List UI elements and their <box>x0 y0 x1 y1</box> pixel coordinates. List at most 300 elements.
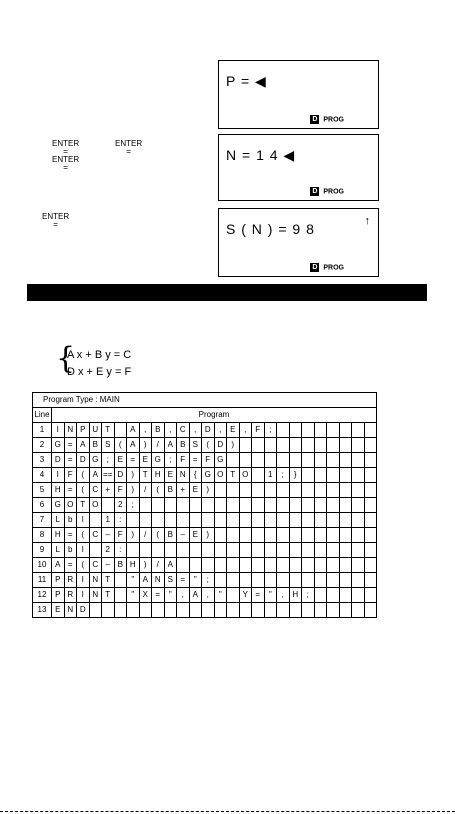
program-cell: N <box>177 468 190 483</box>
program-cell: O <box>214 468 227 483</box>
program-cell: I <box>52 423 65 438</box>
program-cell: F <box>202 453 215 468</box>
table-row <box>33 468 377 483</box>
program-cell: P <box>77 423 90 438</box>
program-cell <box>302 498 315 513</box>
program-cell <box>239 483 252 498</box>
lcd-text: S ( N ) = 9 8 <box>226 221 315 237</box>
program-cell <box>239 543 252 558</box>
program-cell <box>252 453 265 468</box>
enter-key-1 <box>52 140 79 155</box>
program-cell <box>352 573 365 588</box>
program-cell <box>202 603 215 618</box>
program-cell <box>352 453 365 468</box>
program-cell <box>89 513 102 528</box>
line-number: 5 <box>33 483 52 498</box>
program-cell <box>289 528 302 543</box>
program-cell <box>277 603 290 618</box>
program-cell <box>114 423 127 438</box>
program-cell <box>364 513 377 528</box>
enter-key-eq: = <box>53 220 58 229</box>
program-cell: I <box>52 468 65 483</box>
program-cell <box>352 498 365 513</box>
program-cell <box>164 513 177 528</box>
line-number: 4 <box>33 468 52 483</box>
program-cell <box>177 558 190 573</box>
program-cell <box>352 513 365 528</box>
program-cell: A <box>164 558 177 573</box>
program-cell <box>139 603 152 618</box>
program-cell <box>252 603 265 618</box>
program-cell <box>327 453 340 468</box>
program-cell <box>264 603 277 618</box>
program-cell <box>239 573 252 588</box>
table-row <box>33 573 377 588</box>
program-cell: , <box>214 423 227 438</box>
d-mode-icon: D <box>312 116 318 123</box>
program-cell: P <box>52 573 65 588</box>
program-cell <box>339 528 352 543</box>
program-cell <box>239 513 252 528</box>
line-number: 2 <box>33 438 52 453</box>
program-cell: = <box>177 573 190 588</box>
program-cell <box>202 513 215 528</box>
enter-key-4 <box>42 213 69 228</box>
program-cell: L <box>52 513 65 528</box>
program-cell: R <box>64 573 77 588</box>
line-number: 11 <box>33 573 52 588</box>
line-column-header: Line <box>33 408 52 423</box>
program-cell: G <box>52 438 65 453</box>
program-cell <box>252 513 265 528</box>
line-number: 6 <box>33 498 52 513</box>
program-cell <box>327 573 340 588</box>
program-cell: – <box>102 528 115 543</box>
program-cell <box>277 558 290 573</box>
program-cell <box>164 498 177 513</box>
program-cell: : <box>114 543 127 558</box>
program-cell <box>264 573 277 588</box>
program-cell <box>277 453 290 468</box>
program-cell <box>327 423 340 438</box>
program-cell: T <box>227 468 240 483</box>
program-cell: ; <box>164 453 177 468</box>
program-cell: C <box>177 423 190 438</box>
program-type-label: Program Type : MAIN <box>33 393 377 408</box>
page-footer-rule <box>0 811 455 813</box>
program-cell <box>252 543 265 558</box>
program-cell <box>239 453 252 468</box>
program-cell <box>264 483 277 498</box>
table-row <box>33 498 377 513</box>
program-cell <box>314 483 327 498</box>
program-cell: ( <box>77 558 90 573</box>
prog-label: PROG <box>323 264 344 272</box>
program-cell <box>339 438 352 453</box>
program-cell <box>289 423 302 438</box>
table-row <box>33 438 377 453</box>
program-cell <box>314 603 327 618</box>
program-cell <box>302 453 315 468</box>
program-table <box>32 392 377 618</box>
program-cell: X <box>139 588 152 603</box>
program-cell <box>302 483 315 498</box>
program-cell: A <box>127 423 140 438</box>
program-cell: N <box>64 603 77 618</box>
program-cell <box>352 603 365 618</box>
program-cell <box>314 453 327 468</box>
program-cell: " <box>127 588 140 603</box>
program-cell: N <box>64 423 77 438</box>
program-cell <box>327 543 340 558</box>
program-cell <box>327 513 340 528</box>
table-row <box>33 588 377 603</box>
program-cell: + <box>102 483 115 498</box>
program-cell: b <box>64 543 77 558</box>
program-cell <box>114 573 127 588</box>
program-cell <box>314 513 327 528</box>
program-cell: = <box>64 528 77 543</box>
line-number: 10 <box>33 558 52 573</box>
program-cell <box>277 498 290 513</box>
program-cell <box>314 573 327 588</box>
program-cell <box>339 573 352 588</box>
program-cell: D <box>114 468 127 483</box>
program-cell <box>102 498 115 513</box>
equation-line-1: A x + B y = C <box>67 349 132 361</box>
table-row <box>33 543 377 558</box>
program-cell: S <box>102 438 115 453</box>
enter-key-label: ENTER <box>52 155 80 164</box>
program-cell <box>177 603 190 618</box>
program-cell: B <box>89 438 102 453</box>
program-cell: ) <box>127 528 140 543</box>
program-cell: " <box>189 573 202 588</box>
program-cell: l <box>77 513 90 528</box>
program-cell: H <box>289 588 302 603</box>
program-cell <box>277 423 290 438</box>
program-cell <box>352 558 365 573</box>
program-cell: ( <box>77 468 90 483</box>
program-cell <box>339 498 352 513</box>
program-cell: ( <box>152 528 165 543</box>
program-cell: T <box>102 588 115 603</box>
program-cell: ( <box>77 483 90 498</box>
enter-key-2 <box>115 140 142 155</box>
program-cell: ) <box>139 438 152 453</box>
program-cell <box>214 483 227 498</box>
program-cell <box>214 558 227 573</box>
program-cell: D <box>214 438 227 453</box>
program-cell <box>239 528 252 543</box>
program-cell <box>227 453 240 468</box>
program-cell: ( <box>114 438 127 453</box>
program-cell <box>352 588 365 603</box>
lcd-text: P = ◀ <box>226 73 267 89</box>
program-cell: ; <box>102 453 115 468</box>
program-cell <box>227 513 240 528</box>
program-cell: { <box>189 468 202 483</box>
program-cell <box>202 558 215 573</box>
program-cell: B <box>152 423 165 438</box>
prog-indicator <box>310 187 344 196</box>
program-cell <box>252 528 265 543</box>
program-cell <box>339 603 352 618</box>
program-cell <box>227 573 240 588</box>
program-cell: U <box>89 423 102 438</box>
program-cell: H <box>127 558 140 573</box>
program-cell: A <box>164 438 177 453</box>
program-cell: C <box>89 558 102 573</box>
program-cell <box>327 438 340 453</box>
program-cell <box>364 603 377 618</box>
program-cell <box>327 588 340 603</box>
line-number: 1 <box>33 423 52 438</box>
equation-line-2: D x + E y = F <box>67 366 132 378</box>
program-cell <box>214 513 227 528</box>
program-cell <box>277 543 290 558</box>
program-cell: ) <box>202 528 215 543</box>
program-cell: = <box>189 453 202 468</box>
program-cell: N <box>152 573 165 588</box>
d-mode-icon: D <box>312 264 318 271</box>
program-cell <box>352 483 365 498</box>
prog-indicator <box>310 115 344 124</box>
program-cell <box>339 513 352 528</box>
program-cell <box>289 438 302 453</box>
program-cell: C <box>89 483 102 498</box>
program-cell: O <box>64 498 77 513</box>
program-cell <box>327 483 340 498</box>
program-cell <box>202 498 215 513</box>
program-cell: , <box>239 423 252 438</box>
program-cell <box>252 468 265 483</box>
program-cell: " <box>164 588 177 603</box>
program-cell: 2 <box>114 498 127 513</box>
program-cell <box>364 453 377 468</box>
program-cell: B <box>164 528 177 543</box>
enter-key-3 <box>52 156 79 171</box>
program-cell: ( <box>152 483 165 498</box>
table-row <box>33 483 377 498</box>
program-cell <box>302 603 315 618</box>
enter-key-label: ENTER <box>42 212 70 221</box>
equation-brace: { <box>56 341 76 376</box>
program-cell <box>302 438 315 453</box>
program-cell <box>364 423 377 438</box>
program-cell: ; <box>264 423 277 438</box>
program-cell <box>189 543 202 558</box>
program-cell <box>314 498 327 513</box>
program-cell: I <box>77 588 90 603</box>
program-cell: l <box>77 543 90 558</box>
program-cell: , <box>164 423 177 438</box>
program-cell <box>214 603 227 618</box>
program-cell <box>364 543 377 558</box>
program-cell <box>264 438 277 453</box>
program-cell <box>314 528 327 543</box>
program-cell <box>339 468 352 483</box>
program-cell <box>239 438 252 453</box>
program-cell: / <box>139 528 152 543</box>
prog-label: PROG <box>323 188 344 196</box>
program-cell <box>314 468 327 483</box>
program-cell <box>139 513 152 528</box>
program-cell <box>139 498 152 513</box>
program-cell: S <box>189 438 202 453</box>
program-cell <box>227 543 240 558</box>
program-cell <box>364 438 377 453</box>
program-cell: " <box>214 588 227 603</box>
program-cell <box>327 498 340 513</box>
program-cell <box>277 573 290 588</box>
program-cell: D <box>77 453 90 468</box>
program-cell: E <box>114 453 127 468</box>
table-row <box>33 513 377 528</box>
program-cell: , <box>202 588 215 603</box>
program-cell: 1 <box>264 468 277 483</box>
line-number: 3 <box>33 453 52 468</box>
program-cell: L <box>52 543 65 558</box>
program-cell: = <box>152 588 165 603</box>
program-cell: N <box>89 573 102 588</box>
program-cell <box>314 543 327 558</box>
program-cell <box>152 498 165 513</box>
program-cell: O <box>239 468 252 483</box>
program-cell: F <box>252 423 265 438</box>
program-cell: 1 <box>102 513 115 528</box>
enter-key-eq: = <box>63 147 68 156</box>
program-cell <box>302 423 315 438</box>
lcd-screen-1 <box>218 60 379 129</box>
program-cell: A <box>89 468 102 483</box>
program-cell: ; <box>202 573 215 588</box>
program-cell <box>352 468 365 483</box>
program-cell: = <box>127 453 140 468</box>
section-header-bar <box>27 284 427 301</box>
program-cell <box>289 573 302 588</box>
program-cell <box>289 558 302 573</box>
lcd-text: N = 1 4 ◀ <box>226 147 296 163</box>
program-cell <box>339 543 352 558</box>
program-cell <box>202 543 215 558</box>
prog-indicator <box>310 263 344 272</box>
enter-key-eq: = <box>126 147 131 156</box>
program-cell: = <box>252 588 265 603</box>
program-cell <box>289 483 302 498</box>
program-cell: E <box>189 483 202 498</box>
program-cell <box>227 603 240 618</box>
program-cell <box>227 528 240 543</box>
lcd-screen-2 <box>218 134 379 201</box>
line-number: 12 <box>33 588 52 603</box>
program-cell <box>327 558 340 573</box>
program-cell: " <box>127 573 140 588</box>
program-cell: F <box>114 528 127 543</box>
program-cell <box>339 588 352 603</box>
table-row <box>33 558 377 573</box>
program-cell: G <box>89 453 102 468</box>
program-cell <box>289 513 302 528</box>
program-cell: D <box>52 453 65 468</box>
program-cell: E <box>227 423 240 438</box>
program-cell <box>277 438 290 453</box>
program-cell: ; <box>302 588 315 603</box>
program-cell: T <box>102 423 115 438</box>
program-cell: / <box>152 438 165 453</box>
lcd-screen-3 <box>218 208 379 277</box>
program-cell: == <box>102 468 115 483</box>
line-number: 8 <box>33 528 52 543</box>
program-cell: D <box>202 423 215 438</box>
program-cell: H <box>52 528 65 543</box>
line-number: 13 <box>33 603 52 618</box>
program-cell <box>352 423 365 438</box>
program-cell <box>289 498 302 513</box>
program-cell: ; <box>127 498 140 513</box>
program-cell: G <box>152 453 165 468</box>
program-cell <box>252 438 265 453</box>
program-cell <box>339 483 352 498</box>
program-type-row <box>33 393 377 408</box>
program-column-header: Program <box>52 408 377 423</box>
program-cell <box>227 558 240 573</box>
table-row <box>33 603 377 618</box>
program-cell <box>164 543 177 558</box>
program-cell <box>289 453 302 468</box>
program-cell <box>214 573 227 588</box>
program-cell <box>327 528 340 543</box>
program-cell <box>177 543 190 558</box>
program-cell: R <box>64 588 77 603</box>
program-cell <box>127 603 140 618</box>
program-cell: : <box>114 513 127 528</box>
program-cell <box>227 588 240 603</box>
program-cell: O <box>89 498 102 513</box>
program-cell <box>189 603 202 618</box>
program-cell: B <box>164 483 177 498</box>
program-cell: E <box>189 528 202 543</box>
program-cell: ) <box>127 483 140 498</box>
program-cell: 2 <box>102 543 115 558</box>
program-cell: F <box>64 468 77 483</box>
program-cell: – <box>102 558 115 573</box>
program-cell <box>189 498 202 513</box>
program-cell: , <box>139 423 152 438</box>
program-cell: , <box>189 423 202 438</box>
program-cell <box>239 498 252 513</box>
program-cell <box>339 453 352 468</box>
program-cell <box>114 603 127 618</box>
program-cell: H <box>152 468 165 483</box>
program-cell <box>189 513 202 528</box>
program-cell: Y <box>239 588 252 603</box>
program-cell: A <box>52 558 65 573</box>
program-cell: = <box>64 483 77 498</box>
program-cell: B <box>177 438 190 453</box>
d-mode-icon: D <box>312 188 318 195</box>
program-cell <box>114 588 127 603</box>
column-header-row <box>33 408 377 423</box>
program-cell <box>302 468 315 483</box>
program-cell: ) <box>139 558 152 573</box>
program-cell <box>364 468 377 483</box>
program-cell <box>127 513 140 528</box>
program-cell <box>177 513 190 528</box>
program-cell <box>314 558 327 573</box>
program-cell: F <box>177 453 190 468</box>
program-cell: ( <box>77 528 90 543</box>
